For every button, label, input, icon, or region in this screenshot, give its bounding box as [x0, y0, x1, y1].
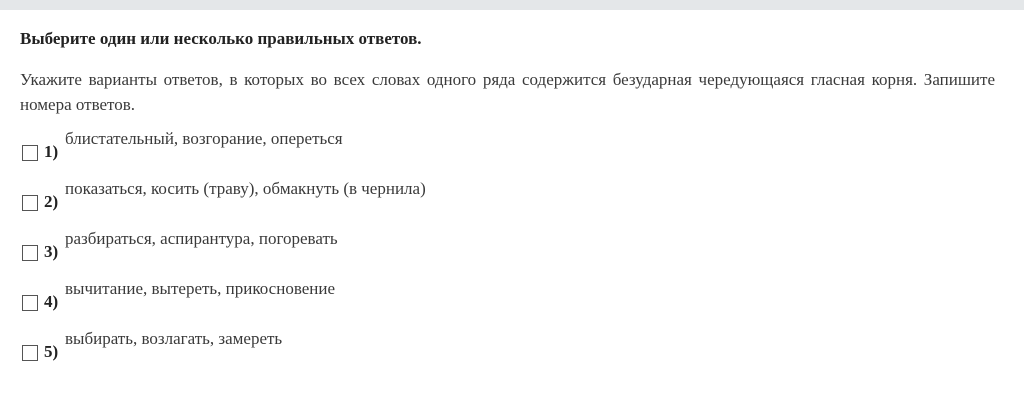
- task-container: [20, 10, 995, 378]
- top-bar: [0, 0, 1024, 10]
- option-text: разбираться, аспирантура, погоревать: [65, 229, 338, 248]
- option-text: выбирать, возлагать, замереть: [65, 329, 283, 348]
- option-number: 2): [44, 192, 59, 211]
- checkbox-option-5[interactable]: [22, 345, 38, 361]
- option-text: блистательный, возгорание, опереться: [65, 129, 343, 148]
- option-number: 3): [44, 242, 59, 261]
- answer-option-3[interactable]: [20, 228, 995, 278]
- answer-option-5[interactable]: [20, 328, 995, 378]
- checkbox-option-3[interactable]: [22, 245, 38, 261]
- checkbox-option-4[interactable]: [22, 295, 38, 311]
- checkbox-option-1[interactable]: [22, 145, 38, 161]
- option-number: 1): [44, 142, 59, 161]
- answer-option-4[interactable]: [20, 278, 995, 328]
- checkbox-option-2[interactable]: [22, 195, 38, 211]
- option-text: показаться, косить (траву), обмакнуть (в чернила): [65, 179, 426, 198]
- option-text: вычитание, вытереть, прикосновение: [65, 279, 336, 298]
- answer-option-1[interactable]: [20, 128, 995, 178]
- answer-options: [20, 128, 995, 378]
- answer-option-2[interactable]: [20, 178, 995, 228]
- option-number: 4): [44, 292, 59, 311]
- task-instruction: Выберите один или несколько правильных ответов.: [20, 29, 422, 48]
- option-number: 5): [44, 342, 59, 361]
- task-question: Укажите варианты ответов, в которых во всех словах одного ряда содержится безударная чередующаяся гласная корня. Запишите номера ответов.: [20, 70, 995, 114]
